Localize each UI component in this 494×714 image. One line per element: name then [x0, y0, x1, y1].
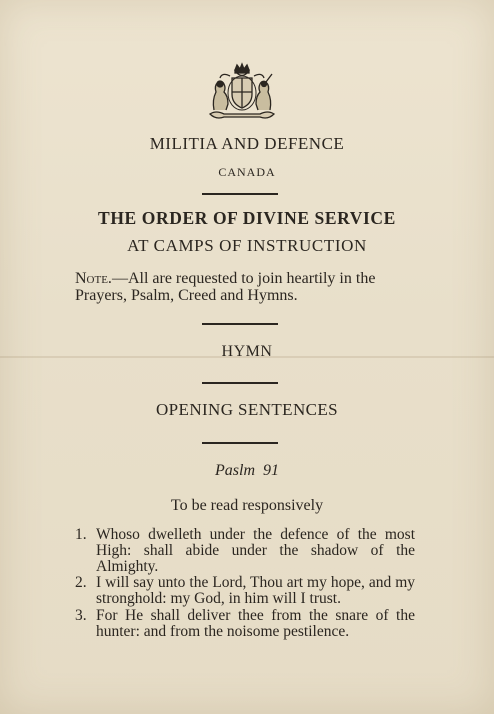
verse-item: [75, 527, 415, 574]
divider-rule: [202, 323, 278, 325]
verse-item: [75, 575, 415, 607]
order-title-line-1: THE ORDER OF DIVINE SERVICE: [98, 208, 396, 228]
note-text: —All are requested to join heartily in the Prayers, Psalm, Creed and Hymns.: [75, 270, 376, 304]
verse-text: I will say unto the Lord, Thou art my hope, and my stronghold: my God, in him will I trust.: [96, 574, 415, 608]
note-label: Note.: [75, 270, 112, 287]
responsive-instruction: To be read responsively: [170, 497, 324, 514]
divider-rule: [202, 382, 278, 384]
psalm-heading: [0, 462, 494, 480]
verse-text: Whoso dwelleth under the defence of the most High: shall abide under the shadow of the Almighty.: [96, 526, 415, 575]
psalm-name: Paslm: [215, 462, 255, 479]
verse-number: 2.: [75, 574, 87, 592]
divider-rule: [202, 442, 278, 444]
opening-sentences-heading: OPENING SENTENCES: [156, 400, 338, 419]
psalm-number: 91: [263, 462, 279, 479]
order-title-line-2: AT CAMPS OF INSTRUCTION: [127, 236, 367, 255]
verse-item: [75, 608, 415, 640]
royal-coat-of-arms-icon: [202, 62, 282, 124]
country-heading: CANADA: [218, 165, 276, 179]
verse-list: [75, 527, 415, 641]
verse-number: 1.: [75, 526, 87, 543]
verse-text: For He shall deliver thee from the snare of the hunter: and from the noisome pestilence.: [96, 606, 415, 640]
department-heading: MILITIA AND DEFENCE: [149, 134, 345, 153]
divider-rule: [202, 193, 278, 195]
note-paragraph: [75, 270, 425, 304]
verse-number: 3.: [75, 606, 87, 624]
hymn-heading: HYMN: [221, 343, 273, 360]
